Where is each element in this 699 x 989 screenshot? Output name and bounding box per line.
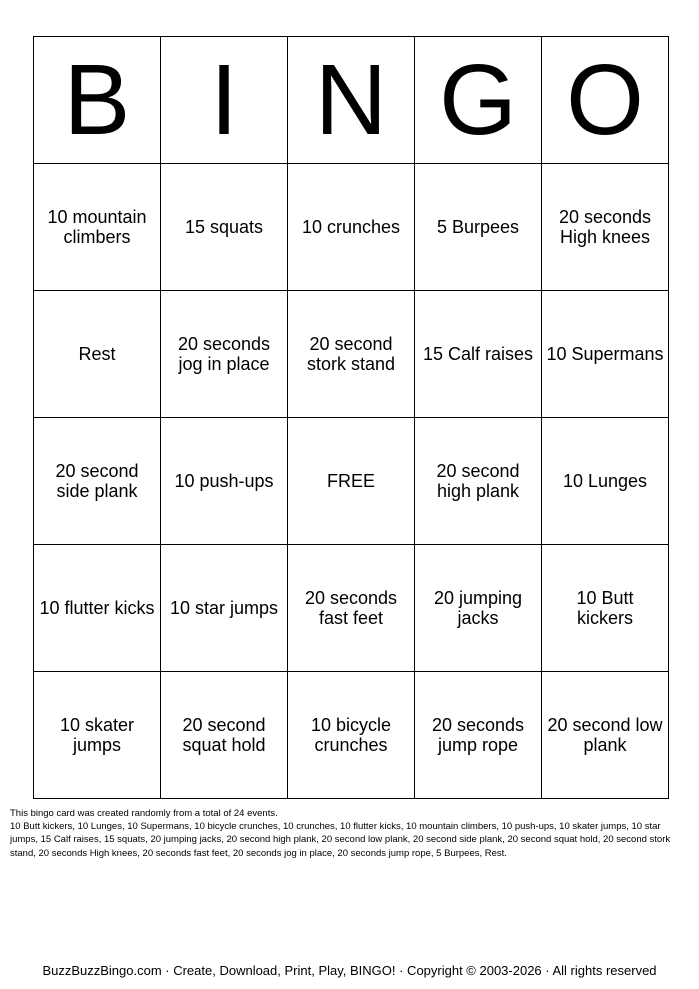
bingo-cell: 10 mountain climbers xyxy=(34,164,161,291)
summary-event-list: 10 Butt kickers, 10 Lunges, 10 Supermans, 10 bicycle crunches, 10 crunches, 10 flutter kicks, 10 mountain climbers, 10 push-ups, 10 skater jumps, 10 star jumps, 15 Calf raises, 15 squats, 20 jumping jacks, 20 second high plank, 20 second low plank, 20 second side plank, 20 second squat hold, 20 second stork stand, 20 seconds High knees, 20 seconds fast feet, 20 seconds jog in place, 20 seconds jump rope, 5 Burpees, Rest. xyxy=(10,821,671,859)
bingo-cell: 10 skater jumps xyxy=(34,672,161,799)
bingo-cell: 20 second side plank xyxy=(34,418,161,545)
bingo-letter-o: O xyxy=(542,37,669,164)
bingo-cell: 10 flutter kicks xyxy=(34,545,161,672)
bingo-cell: 20 seconds High knees xyxy=(542,164,669,291)
bingo-cell: 20 seconds jog in place xyxy=(161,291,288,418)
bingo-cell: 5 Burpees xyxy=(415,164,542,291)
bingo-letter-b: B xyxy=(34,37,161,164)
bingo-cell: 15 Calf raises xyxy=(415,291,542,418)
bingo-header-row xyxy=(34,37,669,164)
bingo-row xyxy=(34,164,669,291)
bingo-row xyxy=(34,418,669,545)
bingo-free-cell: FREE xyxy=(288,418,415,545)
bingo-cell: 10 crunches xyxy=(288,164,415,291)
bingo-row xyxy=(34,672,669,799)
bingo-cell: 10 Lunges xyxy=(542,418,669,545)
bingo-cell: 20 second stork stand xyxy=(288,291,415,418)
bingo-row xyxy=(34,545,669,672)
bingo-letter-i: I xyxy=(161,37,288,164)
bingo-cell: 10 push-ups xyxy=(161,418,288,545)
bingo-cell: 15 squats xyxy=(161,164,288,291)
bingo-cell: 20 second low plank xyxy=(542,672,669,799)
bingo-row xyxy=(34,291,669,418)
card-summary xyxy=(10,807,690,860)
site-footer: BuzzBuzzBingo.com · Create, Download, Print, Play, BINGO! · Copyright © 2003-2026 · All rights reserved xyxy=(42,963,657,978)
bingo-cell: 10 Supermans xyxy=(542,291,669,418)
bingo-cell: 20 seconds fast feet xyxy=(288,545,415,672)
summary-intro: This bingo card was created randomly from a total of 24 events. xyxy=(10,808,278,819)
bingo-cell: 20 seconds jump rope xyxy=(415,672,542,799)
bingo-cell: Rest xyxy=(34,291,161,418)
bingo-cell: 20 jumping jacks xyxy=(415,545,542,672)
bingo-cell: 20 second squat hold xyxy=(161,672,288,799)
bingo-cell: 10 star jumps xyxy=(161,545,288,672)
bingo-cell: 10 bicycle crunches xyxy=(288,672,415,799)
bingo-letter-n: N xyxy=(288,37,415,164)
bingo-cell: 10 Butt kickers xyxy=(542,545,669,672)
bingo-cell: 20 second high plank xyxy=(415,418,542,545)
bingo-card xyxy=(33,36,669,799)
bingo-letter-g: G xyxy=(415,37,542,164)
